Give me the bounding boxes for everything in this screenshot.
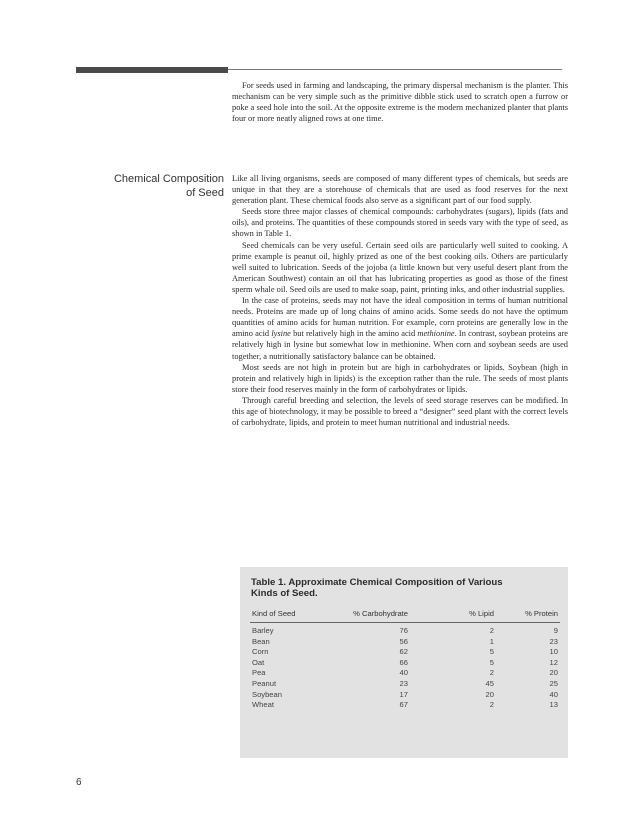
- table-row: [250, 700, 560, 711]
- composition-table: [250, 607, 560, 711]
- table-cell: 2: [489, 668, 494, 678]
- table-cell: Wheat: [252, 700, 274, 710]
- text-span: . In contrast, soybean proteins are relatively high in lysine but somewhat low in methionine. When corn and soybean seeds are used together, a nutritionally satisfactory balance can be obtained.: [232, 329, 569, 361]
- table-cell: 17: [399, 689, 408, 699]
- table-cell: Soybean: [252, 689, 282, 699]
- table-cell: 40: [399, 668, 408, 678]
- body-paragraph: Seed chemicals can be very useful. Certain seed oils are particularly well suited to cooking. A prime example is peanut oil, highly prized as one of the best cooking oils. Others are particularly well suited to lubrication. Seeds of the jojoba (a little known but very useful desert plant from the American Southwest) contain an oil that has lubricating properties as good as those of the finest sperm whale oil. Seed oils are used to make soap, paint, printing inks, and other industrial supplies.: [232, 240, 568, 294]
- table-cell: 9: [553, 626, 558, 635]
- body-paragraph: Seeds store three major classes of chemical compounds: carbohydrates (sugars), lipids (fats and oils), and proteins. The quantities of these compounds stored in seeds vary with the type of seed, as shown in Table 1.: [232, 207, 568, 239]
- table-title-line1: Table 1. Approximate Chemical Composition of Various: [251, 577, 503, 588]
- column-header: % Carbohydrate: [324, 607, 410, 623]
- italic-term-lysine: lysine: [271, 329, 291, 339]
- table-row: [250, 647, 560, 658]
- table-row: [250, 637, 560, 648]
- section-heading-line1: Chemical Composition: [113, 173, 224, 185]
- table-cell: 12: [549, 657, 558, 667]
- body-paragraph: Most seeds are not high in protein but are high in carbohydrates or lipids. Soybean (high in protein and relatively high in lipids) is the exception rather than the rule. The seeds of most plants store their food reserves mainly in the form of carbohydrates or lipids.: [232, 362, 568, 394]
- page-number: 6: [76, 777, 82, 788]
- table-row: [250, 623, 560, 637]
- table-cell: 5: [489, 647, 494, 657]
- text-span: In the case of proteins, seeds may not have the ideal composition in terms of human nutritional needs. Proteins are made up of long chains of amino acids. Some seeds do not have the optimum quantities of amino acids for human nutrition. For example, corn proteins are generally low in the amino acid: [232, 296, 568, 339]
- table-cell: 2: [489, 626, 494, 635]
- section-heading: [86, 172, 224, 200]
- table-cell: 1: [489, 636, 494, 646]
- body-paragraph: Like all living organisms, seeds are composed of many different types of chemicals, but seeds are unique in that they are a storehouse of chemicals that are used as food reserves for the next generation plant. These chemical foods also serve as a significant part of our food supply.: [232, 174, 568, 206]
- table-cell: Barley: [252, 626, 274, 635]
- text-span: but relatively high in the amino acid: [290, 329, 418, 339]
- table-row: [250, 679, 560, 690]
- table-cell: Oat: [252, 657, 265, 667]
- column-header: % Lipid: [410, 607, 496, 623]
- section-body: [232, 173, 568, 428]
- table-row: [250, 668, 560, 679]
- table-cell: 20: [549, 668, 558, 678]
- table-title-line2: Kinds of Seed.: [251, 588, 318, 599]
- section-heading-line2: of Seed: [186, 187, 224, 199]
- intro-paragraph: For seeds used in farming and landscaping, the primary dispersal mechanism is the planter. This mechanism can be very simple such as the primitive dibble stick used to scratch open a furrow or poke a seed hole into the soil. At the opposite extreme is the modern mechanized planter that plants four or more neatly aligned rows at one time.: [232, 81, 568, 124]
- table-row: [250, 658, 560, 669]
- table-cell: 20: [485, 689, 494, 699]
- table-cell: Pea: [252, 668, 266, 678]
- table-cell: 45: [485, 678, 494, 688]
- table-cell: 10: [549, 647, 558, 657]
- table-header-row: [250, 607, 560, 623]
- table-cell: 23: [399, 678, 408, 688]
- header-rule-thin: [228, 69, 562, 70]
- header-rule-thick: [76, 67, 228, 73]
- table-cell: Bean: [252, 636, 270, 646]
- column-header: % Protein: [496, 607, 560, 623]
- table-cell: 25: [549, 678, 558, 688]
- table-cell: 67: [399, 700, 408, 710]
- table-row: [250, 690, 560, 701]
- table-cell: 40: [549, 689, 558, 699]
- table-cell: 62: [399, 647, 408, 657]
- table-cell: 66: [399, 657, 408, 667]
- table-cell: Corn: [252, 647, 269, 657]
- body-paragraph: Through careful breeding and selection, the levels of seed storage reserves can be modified. In this age of biotechnology, it may be possible to breed a “designer” seed plant with the correct levels of carbohydrate, lipids, and protein to meet human nutritional and industrial needs.: [232, 395, 568, 428]
- table-cell: 23: [549, 636, 558, 646]
- table-title: [251, 577, 551, 599]
- body-paragraph-proteins: [232, 295, 568, 362]
- column-header: Kind of Seed: [250, 607, 324, 623]
- intro-text: [232, 80, 568, 124]
- table-cell: 13: [549, 700, 558, 710]
- italic-term-methionine: methionine: [417, 329, 455, 339]
- table-cell: 5: [489, 657, 494, 667]
- table-cell: Peanut: [252, 678, 277, 688]
- table-box: [240, 567, 568, 758]
- table-cell: 56: [399, 636, 408, 646]
- table-cell: 2: [489, 700, 494, 710]
- table-cell: 76: [399, 626, 408, 635]
